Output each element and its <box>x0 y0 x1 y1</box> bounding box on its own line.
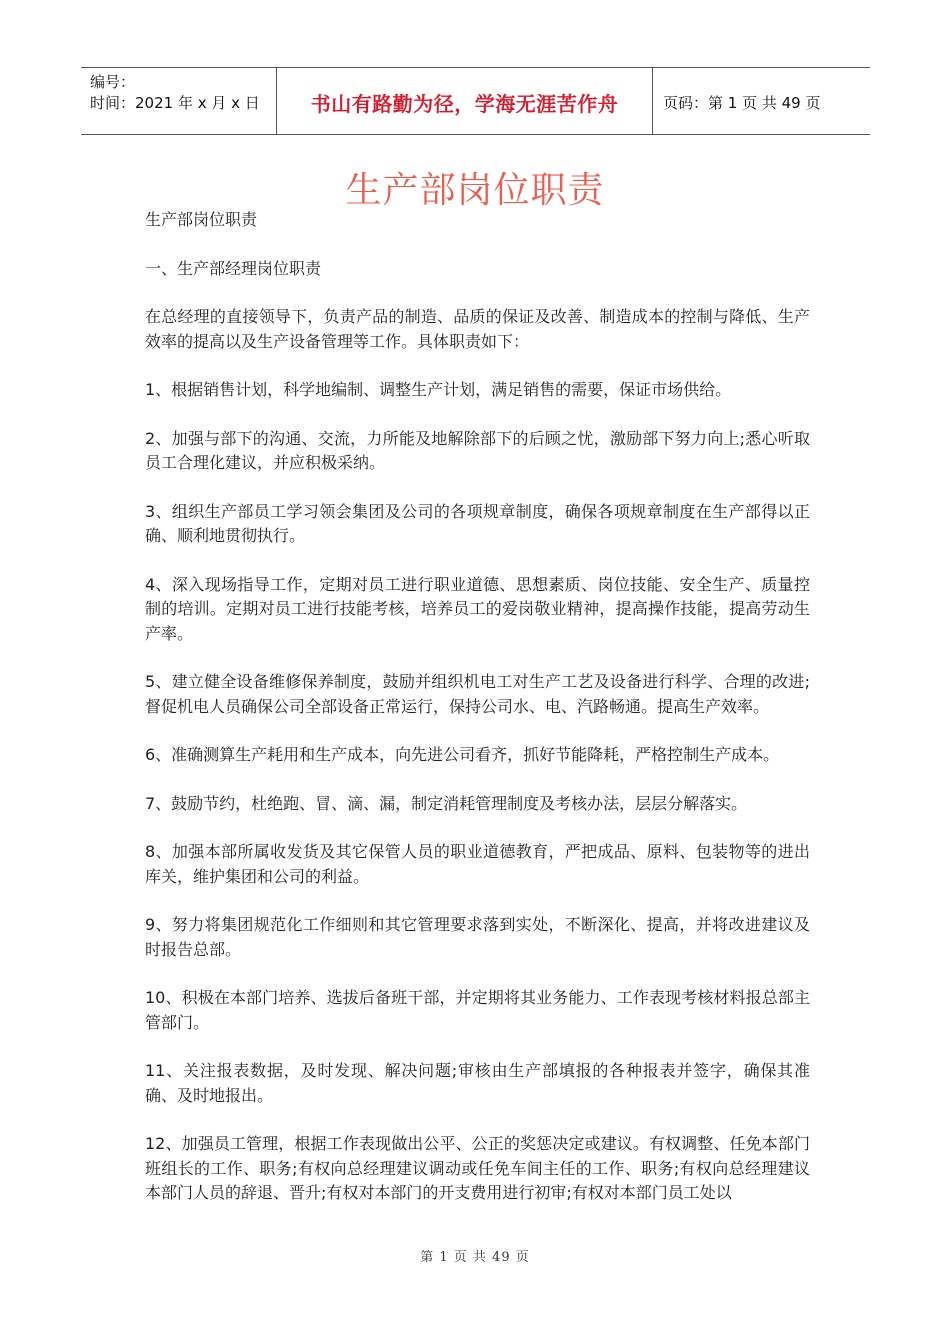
document-body <box>145 208 810 1230</box>
duty-item-2: 2、加强与部下的沟通、交流，力所能及地解除部下的后顾之忧，激励部下努力向上;悉心听取员工合理化建议，并应积极采纳。 <box>145 428 810 472</box>
motto-text: 书山有路勤为径，学海无涯苦作舟 <box>310 91 619 116</box>
duty-item-3: 3、组织生产部员工学习领会集团及公司的各项规章制度，确保各项规章制度在生产部得以正确、顺利地贯彻执行。 <box>145 501 810 545</box>
duty-item-6: 6、准确测算生产耗用和生产成本，向先进公司看齐，抓好节能降耗，严格控制生产成本。 <box>145 745 780 764</box>
header-motto-cell <box>277 68 653 134</box>
section-heading: 一、生产部经理岗位职责 <box>145 258 322 278</box>
document-title: 生产部岗位职责 <box>345 170 605 211</box>
header-table <box>81 67 870 135</box>
header-meta-cell <box>81 68 277 134</box>
page-footer: 第 1 页 共 49 页 <box>420 1250 530 1265</box>
duty-item-9: 9、努力将集团规范化工作细则和其它管理要求落到实处，不断深化、提高，并将改进建议及时报告总部。 <box>145 915 810 959</box>
duty-item-1: 1、根据销售计划，科学地编制、调整生产计划，满足销售的需要，保证市场供给。 <box>145 380 732 399</box>
duty-item-8: 8、加强本部所属收发货及其它保管人员的职业道德教育，严把成品、原料、包装物等的进出库关，维护集团和公司的利益。 <box>145 842 810 886</box>
page-info: 页码：第 1 页 共 49 页 <box>663 93 821 112</box>
duty-item-7: 7、鼓励节约，杜绝跑、冒、滴、漏，制定消耗管理制度及考核办法，层层分解落实。 <box>145 793 748 813</box>
duty-item-5: 5、建立健全设备维修保养制度，鼓励并组织机电工对生产工艺及设备进行科学、合理的改进;督促机电人员确保公司全部设备正常运行，保持公司水、电、汽路畅通。提高生产效率。 <box>145 672 810 716</box>
duty-item-10: 10、积极在本部门培养、选拔后备班干部，并定期将其业务能力、工作表现考核材料报总部主管部门。 <box>145 988 810 1032</box>
body-subtitle: 生产部岗位职责 <box>145 210 258 229</box>
duty-item-12: 12、加强员工管理，根据工作表现做出公平、公正的奖惩决定或建议。有权调整、任免本部门班组长的工作、职务;有权向总经理建议调动或任免车间主任的工作、职务;有权向总经理建议本部门人员的辞退、晋升;有权对本部门的开支费用进行初审;有权对本部门员工处以 <box>145 1134 810 1202</box>
number-label: 编号： <box>90 73 136 91</box>
header-page-cell <box>653 68 870 134</box>
intro-paragraph: 在总经理的直接领导下，负责产品的制造、品质的保证及改善、制造成本的控制与降低、生产效率的提高以及生产设备管理等工作。具体职责如下： <box>145 307 810 351</box>
date-line: 时间：2021 年 x 月 x 日 <box>90 94 260 112</box>
duty-item-4: 4、深入现场指导工作，定期对员工进行职业道德、思想素质、岗位技能、安全生产、质量控制的培训。定期对员工进行技能考核，培养员工的爱岗敬业精神，提高操作技能，提高劳动生产率。 <box>145 574 810 643</box>
duty-item-11: 11、关注报表数据，及时发现、解决问题;审核由生产部填报的各种报表并签字，确保其准确、及时地报出。 <box>145 1061 810 1105</box>
